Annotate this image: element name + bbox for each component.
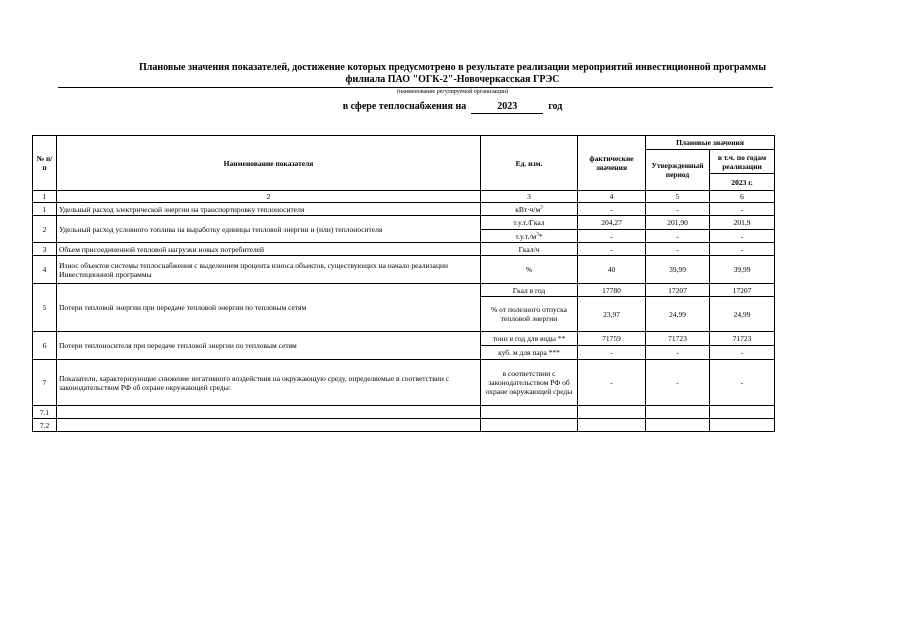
row-num: 4 <box>33 256 57 284</box>
row-name <box>57 406 481 419</box>
indicators-table <box>32 135 775 432</box>
row-num: 1 <box>33 203 57 216</box>
row-num: 3 <box>33 243 57 256</box>
row-name: Объем присоединенной тепловой нагрузки новых потребителей <box>57 243 481 256</box>
row-unit: $т.у.т./м^3*$ <box>481 230 578 243</box>
colnum-2: 2 <box>57 191 481 203</box>
table-row <box>33 406 775 419</box>
sphere-line <box>0 101 905 114</box>
row-unit <box>481 406 578 419</box>
row-num: 2 <box>33 216 57 243</box>
row-actual: - <box>578 243 646 256</box>
page-title-line1: Плановые значения показателей, достижение которых предусмотрено в результате реализации мероприятий инвестиционной программы <box>138 62 767 73</box>
row-unit: в соответствии с законодательством РФ об охране окружающей среды <box>481 360 578 406</box>
row-num: 7.1 <box>33 406 57 419</box>
row-approved: - <box>646 346 710 360</box>
row-name: Удельный расход электрической энергии на транспортировку теплоносителя <box>57 203 481 216</box>
row-name: Удельный расход условного топлива на выработку единицы тепловой энергии и (или) теплоносителя <box>57 216 481 243</box>
row-unit: т.у.т./Гкал <box>481 216 578 230</box>
colnum-5: 5 <box>646 191 710 203</box>
head-approved: Утвержденный период <box>646 150 710 191</box>
row-unit: % от полезного отпуска тепловой энергии <box>481 297 578 332</box>
row-unit: $кВт\cdot ч/м^3$ <box>481 203 578 216</box>
table-row <box>33 332 775 346</box>
row-num: 6 <box>33 332 57 360</box>
row-approved: 39,99 <box>646 256 710 284</box>
colnum-6: 6 <box>710 191 775 203</box>
head-unit: Ед. изм. <box>481 136 578 191</box>
head-planned: Плановые значения <box>646 136 775 150</box>
org-caption: (наименование регулируемой организации) <box>396 89 509 95</box>
table-row <box>33 203 775 216</box>
row-actual: 23,97 <box>578 297 646 332</box>
colnum-4: 4 <box>578 191 646 203</box>
head-incl: в т.ч. по годам реализации <box>710 150 775 174</box>
row-year: 24,99 <box>710 297 775 332</box>
head-year: 2023 г. <box>710 174 775 191</box>
head-name: Наименование показателя <box>57 136 481 191</box>
row-approved: - <box>646 203 710 216</box>
table-row <box>33 360 775 406</box>
table-row <box>33 419 775 432</box>
row-unit: куб. м для пара *** <box>481 346 578 360</box>
colnum-3: 3 <box>481 191 578 203</box>
row-year: 71723 <box>710 332 775 346</box>
row-approved: - <box>646 230 710 243</box>
row-year: 39,99 <box>710 256 775 284</box>
row-year <box>710 406 775 419</box>
row-num: 7 <box>33 360 57 406</box>
row-year <box>710 419 775 432</box>
row-actual: 17780 <box>578 284 646 297</box>
row-name: Потери теплоносителя при передаче тепловой энергии по тепловым сетям <box>57 332 481 360</box>
row-year: - <box>710 346 775 360</box>
row-actual: - <box>578 360 646 406</box>
colnum-1: 1 <box>33 191 57 203</box>
table-row <box>33 216 775 230</box>
row-num: 5 <box>33 284 57 332</box>
header-row-1 <box>33 136 775 150</box>
row-unit: % <box>481 256 578 284</box>
row-year: - <box>710 243 775 256</box>
row-actual: 204,27 <box>578 216 646 230</box>
row-approved: - <box>646 243 710 256</box>
row-actual <box>578 419 646 432</box>
row-actual: - <box>578 346 646 360</box>
row-actual: 40 <box>578 256 646 284</box>
row-num: 7.2 <box>33 419 57 432</box>
row-name: Показатели, характеризующие снижение негативного воздействия на окружающую среду, определяемые в соответствии с законодательством РФ об охране окружающей среды: <box>57 360 481 406</box>
row-year: 17207 <box>710 284 775 297</box>
row-actual: - <box>578 230 646 243</box>
row-unit: Гкал/ч <box>481 243 578 256</box>
row-name: Потери тепловой энергии при передаче тепловой энергии по тепловым сетям <box>57 284 481 332</box>
row-unit <box>481 419 578 432</box>
colnum-row <box>33 191 775 203</box>
row-approved <box>646 406 710 419</box>
row-name <box>57 419 481 432</box>
table-row <box>33 243 775 256</box>
row-year: 201,9 <box>710 216 775 230</box>
table-row <box>33 284 775 297</box>
head-num: № п/п <box>33 136 57 191</box>
row-actual: 71759 <box>578 332 646 346</box>
row-name: Износ объектов системы теплоснабжения с выделением процента износа объектов, существующих на начало реализации Инвестиционной программы <box>57 256 481 284</box>
row-approved: 17207 <box>646 284 710 297</box>
row-year: - <box>710 360 775 406</box>
row-actual: - <box>578 203 646 216</box>
row-unit: тонн в год для воды ** <box>481 332 578 346</box>
sphere-suffix: год <box>548 101 563 112</box>
sphere-prefix: в сфере теплоснабжения на <box>342 101 467 112</box>
row-approved: - <box>646 360 710 406</box>
title-underline <box>58 87 773 88</box>
report-year: 2023 <box>471 101 543 114</box>
row-approved: 71723 <box>646 332 710 346</box>
row-approved: 24,99 <box>646 297 710 332</box>
row-year: - <box>710 203 775 216</box>
row-unit: Гкал в год <box>481 284 578 297</box>
row-year: - <box>710 230 775 243</box>
row-approved: 201,90 <box>646 216 710 230</box>
row-actual <box>578 406 646 419</box>
head-actual: фактические значения <box>578 136 646 191</box>
table-row <box>33 256 775 284</box>
row-approved <box>646 419 710 432</box>
page-title-line2: филиала ПАО "ОГК-2"-Новочеркасская ГРЭС <box>345 74 560 85</box>
